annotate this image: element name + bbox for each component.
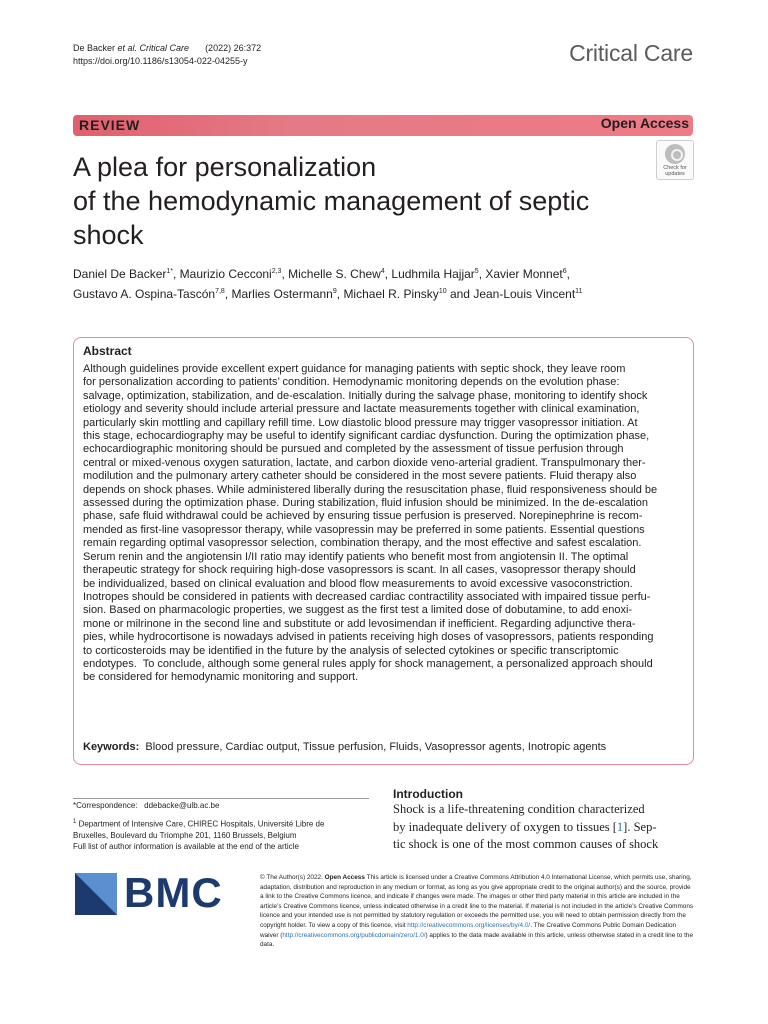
doi-link[interactable]: https://doi.org/10.1186/s13054-022-04255-y (73, 56, 248, 66)
introduction-text (393, 801, 694, 854)
check-for-updates-button[interactable] (656, 140, 694, 180)
check-for-updates-icon (665, 144, 685, 164)
author-line: Daniel De Backer$^{1*}$, Maurizio Cecconi$^{2,3}$, Michelle S. Chew$^4$, Ludhmila Hajjar$^5$, Xavier Monnet$^6$, (73, 267, 570, 281)
abstract-line: therapeutic strategy for shock requiring high‑dose vasopressors is scant. In all cases, vasopressor therapy should (83, 564, 636, 577)
citation-line (73, 42, 261, 55)
abstract-line: Although guidelines provide excellent expert guidance for managing patients with septic shock, they leave room (83, 363, 626, 375)
affiliation-line: Department of Intensive Care, CHIREC Hospitals, Université Libre de (76, 819, 325, 829)
author-affil: 7,8 (215, 288, 225, 295)
author-conjunction: and (446, 287, 474, 301)
abstract-line: for personalization according to patients’ condition. Hemodynamic monitoring depends on the evolution phase: (83, 376, 620, 389)
article-title (73, 150, 653, 252)
abstract-line: salvage, optimization, stabilization, and de‑escalation. Initially during the salvage phase, monitoring to identify shock (83, 389, 648, 402)
abstract-line: Inotropes should be considered in patients with decreased cardiac contractility associated with impaired tissue perfu‑ (83, 590, 651, 603)
intro-line: tic shock is one of the most common causes of shock (393, 837, 659, 851)
abstract-line: modilution and the pulmonary artery catheter should be considered in the most severe patients. Fluid therapy also (83, 470, 637, 483)
intro-line: Shock is a life-threatening condition characterized (393, 802, 645, 816)
bmc-logo[interactable] (75, 869, 223, 919)
affiliation-line: Bruxelles, Boulevard du Triomphe 201, 1160 Brussels, Belgium (73, 830, 297, 840)
article-type-banner (73, 115, 693, 136)
title-line: of the hemodynamic management of septic (73, 186, 590, 216)
abstract-line: echocardiographic monitoring should be pursued and completed by the assessment of tissue perfusion through (83, 443, 624, 456)
citation-authors: De Backer (73, 43, 116, 53)
public-domain-link[interactable]: http://creativecommons.org/publicdomain/zero/1.0/ (282, 931, 426, 939)
author-affil: 6 (562, 268, 567, 275)
abstract-line: sion. Based on pharmacologic properties, we suggest as the first test a limited dose of dobutamine, to add enoxi‑ (83, 604, 633, 617)
keywords-list: Blood pressure, Cardiac output, Tissue perfusion, Fluids, Vasopressor agents, Inotropic agents (139, 741, 607, 753)
author-name[interactable]: Maurizio Cecconi (179, 267, 272, 281)
author-name[interactable]: Michael R. Pinsky (343, 287, 439, 301)
title-line: shock (73, 220, 144, 250)
author-affil: 9 (332, 288, 337, 295)
title-line: A plea for personalization (73, 152, 377, 182)
open-access-label: Open Access (600, 115, 689, 131)
bmc-logo-icon (75, 873, 117, 915)
abstract-line: remain regarding optimal vasopressor selection, combination therapy, and the most effective and safest escalation. (83, 537, 642, 550)
abstract-line: phase, safe fluid withdrawal could be achieved by ensuring tissue perfusion is preserved. Norepinephrine is recom‑ (83, 510, 643, 523)
keywords-label: Keywords: (83, 741, 140, 753)
author-name[interactable]: Jean‑Louis Vincent (473, 287, 576, 301)
author-name[interactable]: Michelle S. Chew (288, 267, 381, 281)
abstract-line: this stage, echocardiography may be useful to identify significant cardiac dysfunction. During the optimization phase, (83, 430, 650, 443)
author-affil: 11 (575, 288, 583, 295)
citation (73, 42, 261, 68)
author-name[interactable]: Xavier Monnet (485, 267, 563, 281)
author-affil: 10 (438, 288, 447, 295)
abstract-line: to corticosteroids may be identified in the future by the analysis of selected cytokines or specific transcriptomic (83, 644, 619, 657)
journal-name[interactable]: Critical Care (569, 40, 693, 66)
author-affil: 1* (166, 268, 173, 275)
license-open-access: Open Access (324, 874, 365, 881)
author-affil: 4 (380, 268, 385, 275)
license-link[interactable]: http://creativecommons.org/licenses/by/4.0/ (407, 921, 531, 929)
abstract-line: depends on shock phases. While administered liberally during the resuscitation phase, fluid responsiveness should be (83, 483, 658, 496)
author-affil: 5 (474, 268, 479, 275)
citation-year-volume: (2022) 26:372 (205, 43, 262, 53)
abstract-line: Serum renin and the angiotensin I/II ratio may identify patients who benefit most from angiotensin II. The optimal (83, 550, 629, 563)
author-name[interactable]: Marlies Ostermann (231, 287, 333, 301)
citation-journal: Critical Care (137, 43, 190, 53)
affiliation-line: Full list of author information is available at the end of the article (73, 841, 299, 851)
abstract-line: mended as first‑line vasopressor therapy, while vasopressin may be preferred in some patients. Essential questions (83, 523, 645, 536)
check-updates-label: Check for updates (663, 165, 687, 177)
abstract-line: mone or milrinone in the second line and substitute or add levosimendan if inefficient. Regarding adjunctive thera‑ (83, 617, 636, 630)
author-line: Gustavo A. Ospina‑Tascón$^{7,8}$, Marlies Ostermann$^9$, Michael R. Pinsky$^{10}$ and Jean‑Louis Vincent$^{11}$ (73, 287, 583, 301)
keywords (83, 740, 689, 754)
correspondence: *Correspondence: ddebacke@ulb.ac.be (73, 801, 220, 810)
footnote-divider (73, 798, 369, 799)
affiliation-number: 1 (73, 819, 77, 825)
affiliation (73, 817, 369, 852)
citation-etal: et al. (115, 43, 138, 53)
introduction-heading: Introduction (393, 787, 463, 801)
abstract-line: endotypes. To conclude, although some general rules apply for shock management, a personalized approach should (83, 657, 653, 670)
abstract-text (83, 363, 689, 685)
author-affil: 2,3 (271, 268, 282, 275)
abstract-line: pies, while hydrocortisone is nowadays advised in patients receiving high doses of vasopressors, patients responding (83, 631, 654, 644)
abstract-line: particularly skin mottling and capillary refill time. Low diastolic blood pressure may trigger vasopressor initiation. At (83, 416, 638, 429)
abstract-line: etiology and severity should include arterial pressure and lactate measurements together with clinical examination, (83, 403, 640, 416)
reference-link[interactable]: 1 (616, 819, 624, 834)
abstract-heading: Abstract (83, 344, 132, 358)
abstract-line: central or mixed‑venous oxygen saturation, lactate, and carbon dioxide veno‑arterial gradient. Transpulmonary ther‑ (83, 456, 646, 469)
abstract-line: be considered for hemodynamic monitoring and support. (83, 671, 359, 684)
abstract-line: be individualized, based on clinical evaluation and blood flow measurements to avoid excessive vasoconstriction. (83, 577, 633, 590)
author-name[interactable]: Ludhmila Hajjar (391, 267, 475, 281)
abstract-box (73, 337, 694, 765)
author-name[interactable]: Gustavo A. Ospina‑Tascón (73, 287, 216, 301)
abstract-line: assessed during the optimization phase. During stabilization, fluid infusion should be minimized. In the de‑escalation (83, 497, 648, 510)
bmc-logo-text: BMC (124, 869, 223, 916)
article-type-label: REVIEW (79, 117, 141, 133)
author-name[interactable]: Daniel De Backer (73, 267, 167, 281)
author-list (73, 263, 693, 303)
license-text: © The Author(s) 2022. Open Access This article is licensed under a Creative Commons Attribution 4.0 International License, which permits use, sharing, adaptation, distribution and reproduction in any medium or format, as long as you give appropriate credit to the original author(s) and the source, provide a link to the Creative Commons licence, and indicate if changes were made. The images or other third party material in this article are included in the article’s Creative Commons licence, unless indicated otherwise in a credit line to the material. If material is not included in the article’s Creative Commons licence and your intended use is not permitted by statutory regulation or exceeds the permitted use, you will need to obtain permission directly from the copyright holder. To view a copy of this licence, visit http://creativecommons.org/licenses/by/4.0/. The Creative Commons Public Domain Dedication waiver (http://creativecommons.org/publicdomain/zero/1.0/) applies to the data made available in this article, unless otherwise stated in a credit line to the data. (260, 874, 694, 949)
intro-line: by inadequate delivery of oxygen to tissues [1]. Sep- (393, 819, 657, 834)
